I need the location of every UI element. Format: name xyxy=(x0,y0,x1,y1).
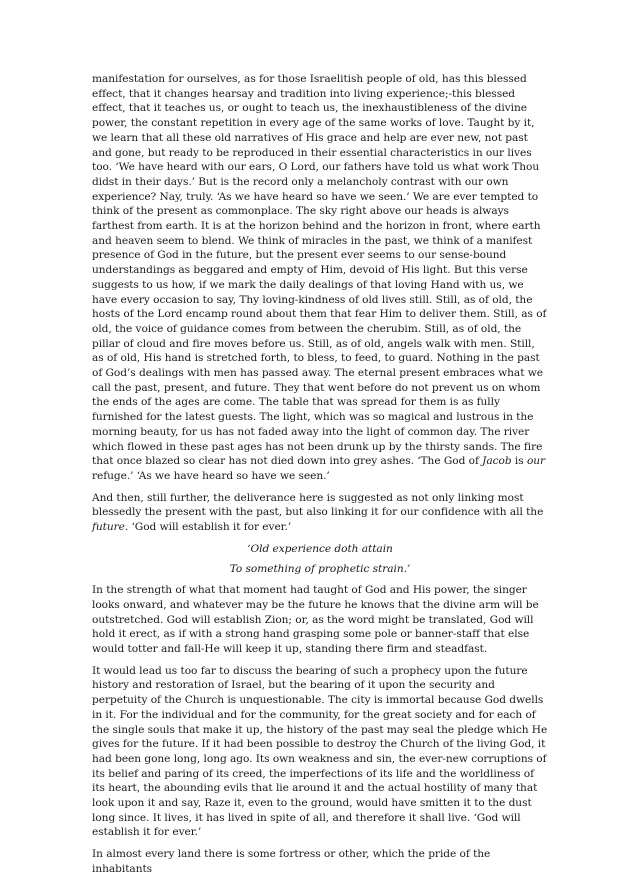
paragraph-3-text: In the strength of what that moment had taught of God and His power, the singer looks onward, and whatever may be the future he knows that the divine arm will be outstretched. God will establish Zion; or, as the word might be translated, God will hold it erect, as if with a strong hand grasping some pole or banner-staff that else would totter and fall-He will keep it up, standing there firm and steadfast. xyxy=(92,584,539,656)
paragraph-2-text-2: . ‘God will establish it for ever.’ xyxy=(124,521,292,534)
verse-line-2: To something of prophetic strain.’ xyxy=(229,562,411,575)
paragraph-4 xyxy=(92,664,548,840)
paragraph-3 xyxy=(92,583,548,657)
paragraph-1-text-3: refuge.’ ‘As we have heard so have we seen.’ xyxy=(92,469,330,482)
verse-line-1: ‘Old experience doth attain xyxy=(247,542,393,555)
paragraph-2 xyxy=(92,491,548,535)
paragraph-4-text: It would lead us too far to discuss the bearing of such a prophecy upon the future history and restoration of Israel, but the bearing of it upon the security and perpetuity of the Church is unquestionable. The city is immortal because God dwells in it. For the individual and for the community, for the great society and for each of the single souls that make it up, the history of the past may seal the pledge which He gives for the future. If it had been possible to destroy the Church of the living God, it had been gone long, long ago. Its own weakness and sin, the ever-new corruptions of its belief and paring of its creed, the imperfections of its life and the worldliness of its heart, the abounding evils that lie around it and the actual hostility of many that look upon it and say, Raze it, even to the ground, would have smitten it to the dust long since. It lives, it has lived in spite of all, and therefore it shall live. ‘God will establish it for ever.’ xyxy=(92,664,548,839)
paragraph-1-text-2: is xyxy=(511,455,527,468)
paragraph-5-text: In almost every land there is some fortress or other, which the pride of the inhabitants xyxy=(92,848,491,875)
paragraph-1-text-1: manifestation for ourselves, as for those Israelitish people of old, has this blessed effect, that it changes hearsay and tradition into living experience;-this blessed effect, that it teaches us, or ought to teach us, the inexhaustibleness of the divine power, the constant repetition in every age of the same works of love. Taught by it, we learn that all these old narratives of His grace and help are ever new, not past and gone, but ready to be reproduced in their essential characteristics in our lives too. ‘We have heard with our ears, O Lord, our fathers have told us what work Thou didst in their days.’ But is the record only a melancholy contrast with our own experience? Nay, truly. ‘As we have heard so have we seen.’ We are ever tempted to think of the present as commonplace. The sky right above our heads is always farthest from earth. It is at the horizon behind and the horizon in front, where earth and heaven seem to blend. We think of miracles in the past, we think of a manifest presence of God in the future, but the present ever seems to our sense-bound understandings as beggared and empty of Him, devoid of His light. But this verse suggests to us how, if we mark the daily dealings of that loving Hand with us, we have every occasion to say, Thy loving-kindness of old lives still. Still, as of old, the hosts of the Lord encamp round about them that fear Him to deliver them. Still, as of old, the voice of guidance comes from between the cherubim. Still, as of old, the pillar of cloud and fire moves before us. Still, as of old, angels walk with men. Still, as of old, His hand is stretched forth, to bless, to feed, to guard. Nothing in the past of God’s dealings with men has passed away. The eternal present embraces what we call the past, present, and future. They that went before do not prevent us on whom the ends of the ages are come. The table that was spread for them is as fully furnished for the latest guests. The light, which was so magical and lustrous in the morning beauty, for us has not faded away into the light of common day. The river which flowed in these past ages has not been drunk up by the thirsty sands. The fire that once blazed so clear has not died down into grey ashes. ‘The God of xyxy=(92,73,547,468)
paragraph-1-italic-jacob: Jacob xyxy=(482,455,512,468)
paragraph-2-text-1: And then, still further, the deliverance here is suggested as not only linking most blessedly the present with the past, but also linking it for our confidence with all the xyxy=(92,491,544,519)
paragraph-5 xyxy=(92,847,548,876)
paragraph-2-italic-future: future xyxy=(92,521,125,534)
paragraph-1 xyxy=(92,72,548,484)
paragraph-1-italic-our: our xyxy=(526,455,546,468)
